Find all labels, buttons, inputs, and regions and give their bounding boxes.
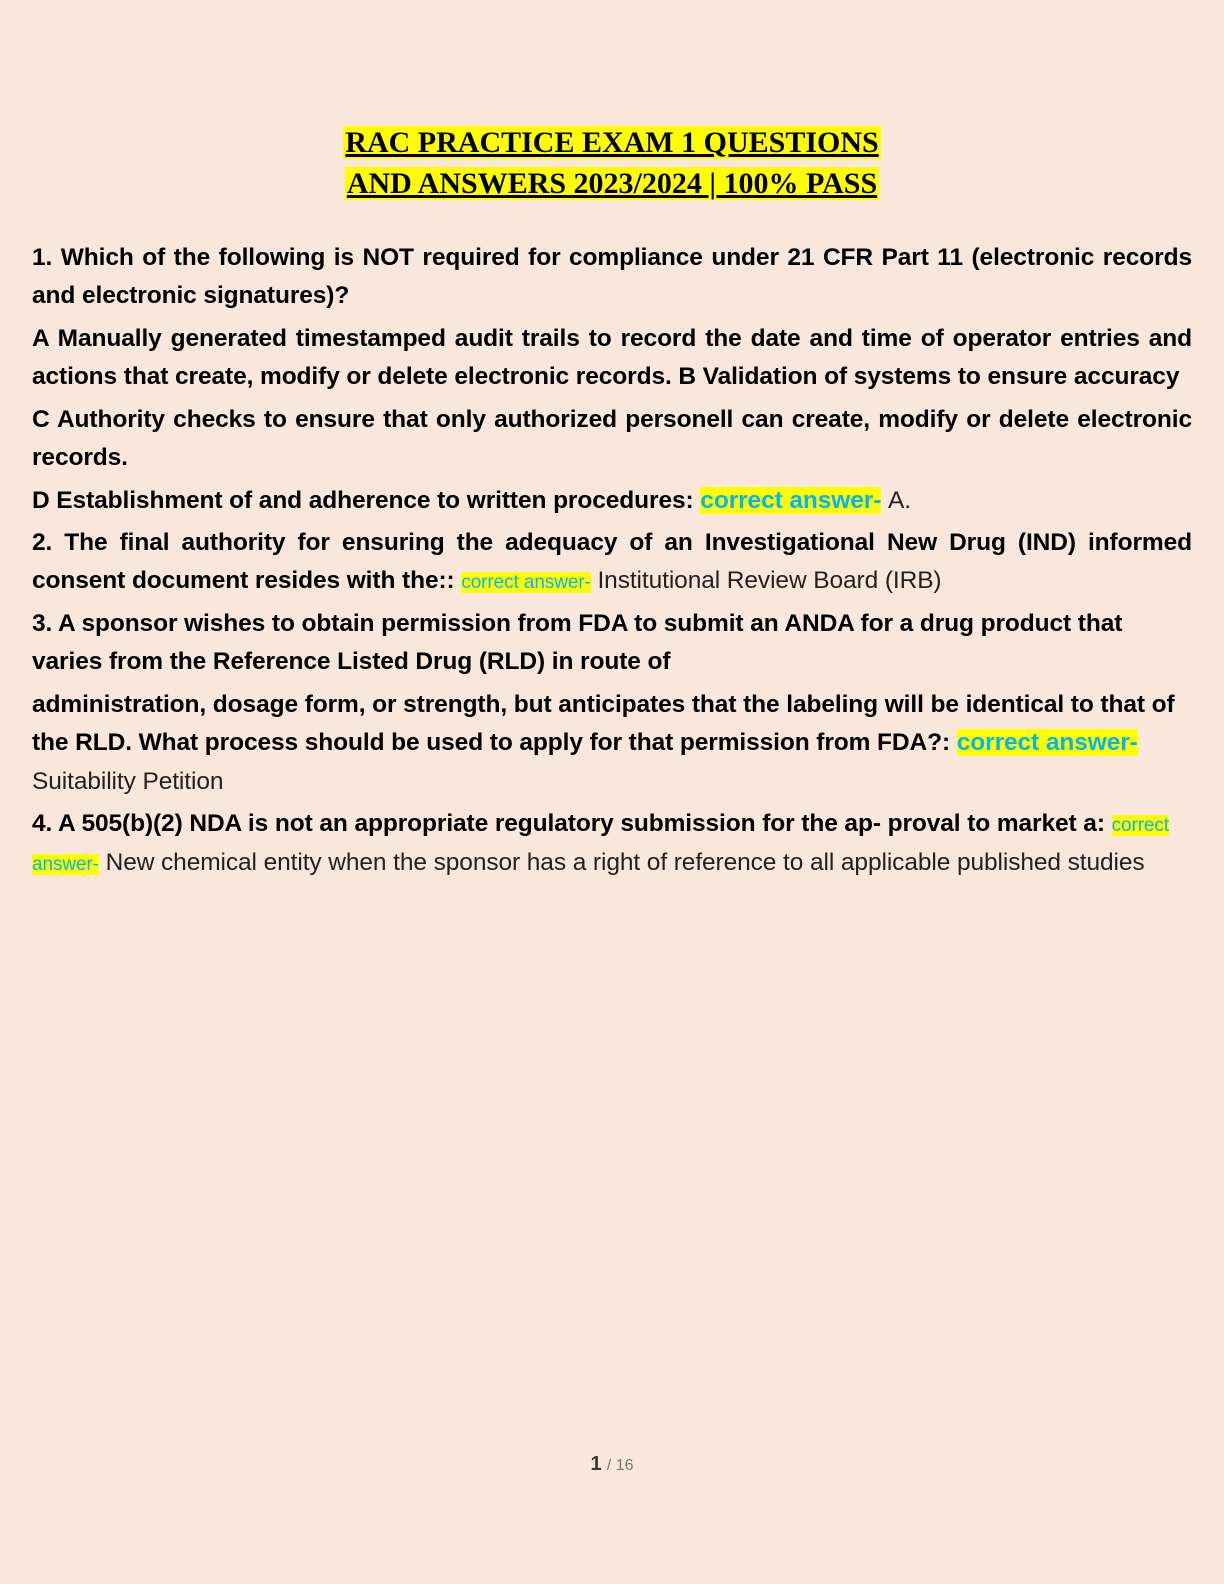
question-2-stem xyxy=(32,524,1192,601)
question-4-stem xyxy=(32,805,1192,882)
answer-marker-3: correct answer- xyxy=(956,729,1138,757)
question-1-answer: A. xyxy=(888,486,911,514)
page-number: 1 xyxy=(590,1453,602,1475)
question-4-text: A 505(b)(2) NDA is not an appropriate regulatory submission for the ap- proval to market a: xyxy=(58,810,1105,838)
question-2-text: The final authority for ensuring the adequacy of an Investigational New Drug (IND) informed consent document resides with the:: xyxy=(32,528,1192,595)
question-3-text-1: A sponsor wishes to obtain permission from FDA to submit an ANDA for a drug product that varies from the Reference Listed Drug (RLD) in route of xyxy=(32,609,1123,676)
question-2-answer: Institutional Review Board (IRB) xyxy=(597,567,942,595)
page-title-line-1: RAC PRACTICE EXAM 1 QUESTIONS xyxy=(345,126,879,159)
page-title-line-2: AND ANSWERS 2023/2024 | 100% PASS xyxy=(346,167,878,201)
answer-marker-2: correct answer- xyxy=(461,572,591,594)
question-3-text-2: administration, dosage form, or strength, but anticipates that the labeling will be identical to that of the RLD. What process should be used to apply for that permission from FDA?: xyxy=(32,690,1175,757)
question-1-choice-a-text: A Manually generated timestamped audit trails to record the date and time of operator entries and actions that create, modify or delete electronic records. B Validation of systems to ensure accuracy xyxy=(32,324,1192,391)
page-title xyxy=(32,122,1192,205)
question-1-choice-d-text: D Establishment of and adherence to written procedures: xyxy=(32,486,694,514)
question-1-choice-a xyxy=(32,320,1192,397)
question-4-answer: New chemical entity when the sponsor has a right of reference to all applicable published studies xyxy=(105,848,1145,876)
question-1-text: Which of the following is NOT required for compliance under 21 CFR Part 11 (electronic records and electronic signatures)? xyxy=(32,243,1192,310)
answer-marker-4: correct answer- xyxy=(32,815,1169,875)
question-3-answer: Suitability Petition xyxy=(32,767,224,795)
page-total: / 16 xyxy=(606,1457,634,1474)
question-1-stem xyxy=(32,239,1192,316)
question-4-number: 4. xyxy=(32,810,53,838)
answer-marker-1: correct answer- xyxy=(700,486,882,514)
question-1-choice-d xyxy=(32,482,1192,520)
question-1-choice-c xyxy=(32,401,1192,478)
question-1-choice-c-text: C Authority checks to ensure that only authorized personell can create, modify or delete electronic records. xyxy=(32,405,1192,472)
question-1-number: 1. xyxy=(32,243,53,271)
question-2-number: 2. xyxy=(32,528,53,556)
question-3-number: 3. xyxy=(32,609,53,637)
page-footer xyxy=(0,1453,1224,1476)
question-3-stem-part-2 xyxy=(32,686,1192,801)
question-3-stem-part-1 xyxy=(32,605,1192,682)
